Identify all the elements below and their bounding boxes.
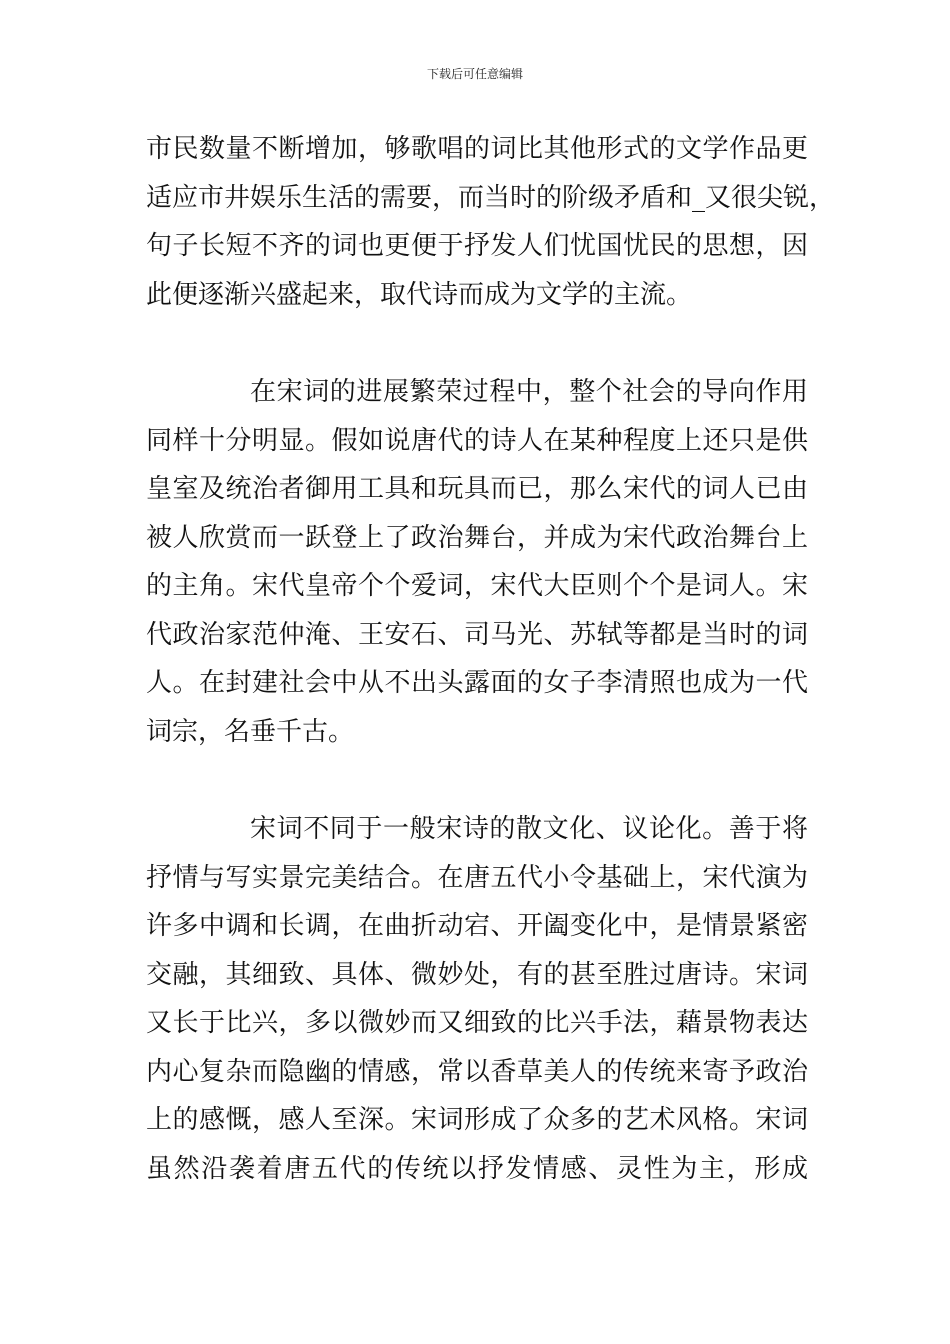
text-line: 又长于比兴，多以微妙而又细致的比兴手法，藉景物表达 xyxy=(146,1008,808,1038)
document-body xyxy=(146,125,836,1193)
text-line: 被人欣赏而一跃登上了政治舞台，并成为宋代政治舞台上 xyxy=(146,522,808,553)
text-line: 虽然沿袭着唐五代的传统以抒发情感、灵性为主，形成 xyxy=(146,1153,808,1184)
text-line: 皇室及统治者御用工具和玩具而已，那么宋代的词人已由 xyxy=(146,474,808,504)
text-line: 宋词不同于一般宋诗的散文化、议论化。善于将 xyxy=(250,814,808,844)
text-line: 上的感慨，感人至深。宋词形成了众多的艺术风格。宋词 xyxy=(146,1105,808,1135)
text-line: 市民数量不断增加，够歌唱的词比其他形式的文学作品更 xyxy=(146,134,808,164)
text-line: 在宋词的进展繁荣过程中，整个社会的导向作用 xyxy=(250,377,808,407)
text-line: 抒情与写实景完美结合。在唐五代小令基础上，宋代演为 xyxy=(146,862,808,893)
text-line: 许多中调和长调，在曲折动宕、开阖变化中，是情景紧密 xyxy=(146,911,808,941)
text-line: 同样十分明显。假如说唐代的诗人在某种程度上还只是供 xyxy=(146,425,808,456)
paragraph-gap xyxy=(146,756,808,805)
paragraph-2 xyxy=(146,368,808,756)
text-line: 适应市井娱乐生活的需要，而当时的阶级矛盾和_又很尖锐， xyxy=(146,182,836,213)
text-line: 人。在封建社会中从不出头露面的女子李清照也成为一代 xyxy=(146,668,808,698)
page-header: 下载后可任意编辑 xyxy=(426,67,523,81)
paragraph-1 xyxy=(146,125,836,319)
text-line: 的主角。宋代皇帝个个爱词，宋代大臣则个个是词人。宋 xyxy=(146,571,808,601)
paragraph-3 xyxy=(146,805,808,1193)
text-line: 代政治家范仲淹、王安石、司马光、苏轼等都是当时的词 xyxy=(146,619,808,650)
text-line: 内心复杂而隐幽的情感，常以香草美人的传统来寄予政治 xyxy=(146,1056,808,1087)
text-line: 交融，其细致、具体、微妙处，有的甚至胜过唐诗。宋词 xyxy=(146,959,808,990)
text-line: 句子长短不齐的词也更便于抒发人们忧国忧民的思想，因 xyxy=(146,231,808,261)
paragraph-gap xyxy=(146,319,808,368)
text-line: 此便逐渐兴盛起来，取代诗而成为文学的主流。 xyxy=(146,279,693,310)
text-line: 词宗，名垂千古。 xyxy=(146,716,355,747)
